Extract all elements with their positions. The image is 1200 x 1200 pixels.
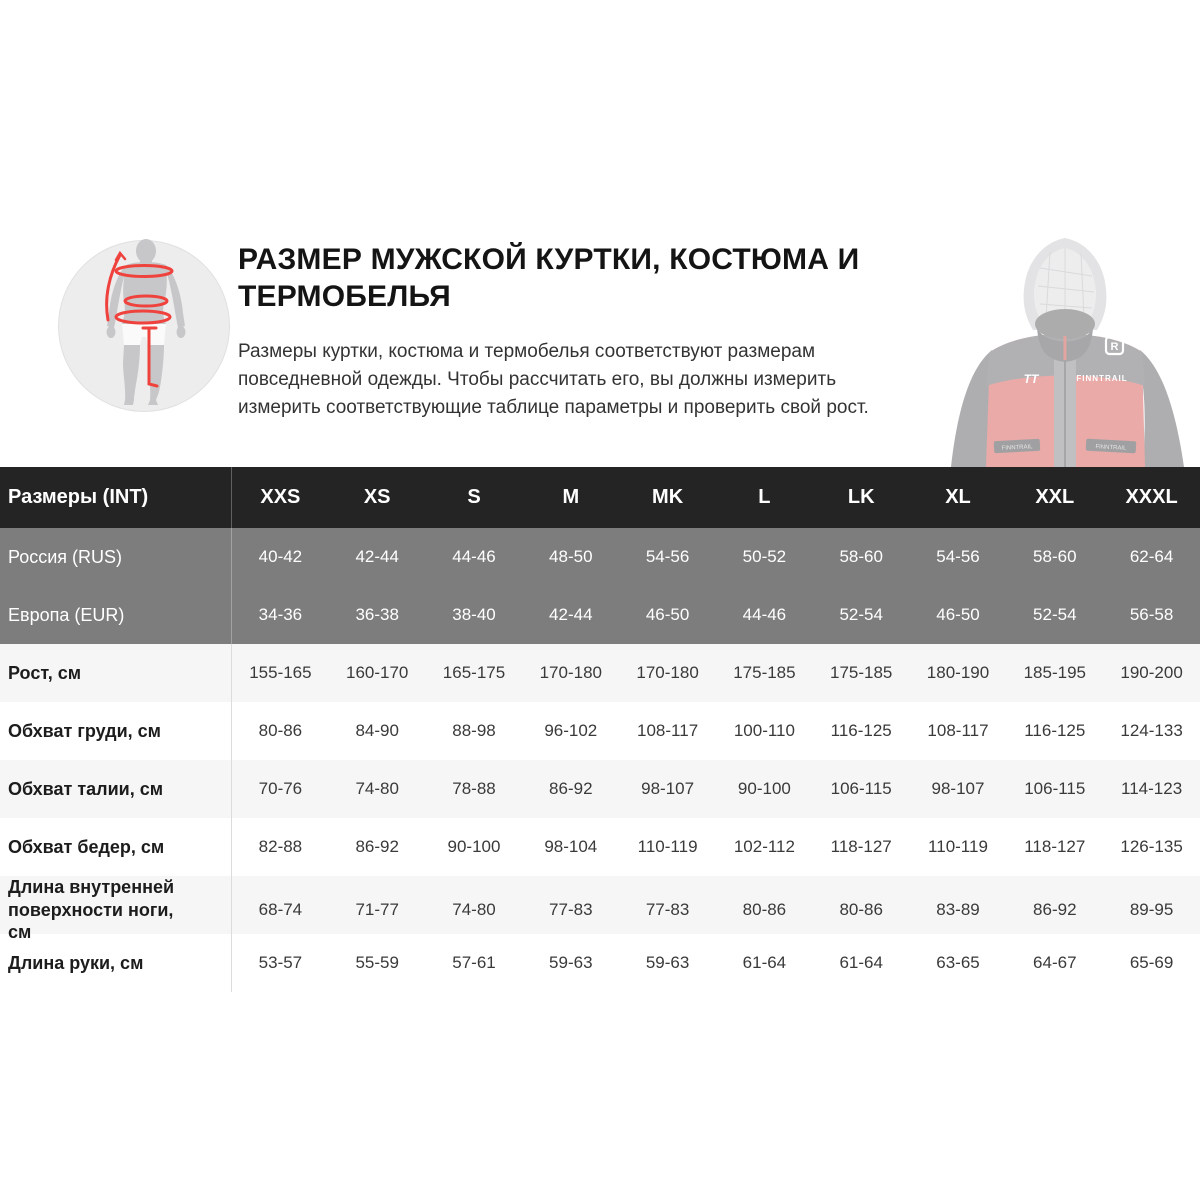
value-cell: 100-110	[733, 721, 795, 740]
value-cell: 108-117	[927, 721, 989, 740]
strap-text-right: FINNTRAIL	[1095, 444, 1127, 452]
value-cell: 42-44	[549, 605, 593, 624]
size-column-header: XL	[945, 486, 971, 508]
row-label-cell: Обхват бедер, см	[0, 818, 232, 876]
value-cell: 89-95	[1129, 899, 1174, 919]
value-cell: 80-86	[258, 721, 303, 740]
size-column-header: LK	[847, 486, 875, 508]
row-label-cell: Европа (EUR)	[0, 586, 232, 644]
value-cell: 77-83	[645, 899, 690, 919]
value-cell: 84-90	[355, 721, 399, 740]
value-cell: 74-80	[452, 899, 496, 919]
table-row	[0, 934, 1200, 992]
value-cell: 80-86	[839, 899, 883, 919]
value-cell: 175-185	[733, 663, 796, 682]
right-sleeve	[1140, 350, 1184, 467]
value-cell: 36-38	[355, 605, 399, 624]
value-cell: 106-115	[1024, 779, 1086, 798]
value-cell: 61-64	[742, 953, 787, 972]
value-cell: 114-123	[1121, 779, 1183, 798]
size-column-header: XS	[363, 486, 391, 508]
value-cell: 98-107	[641, 779, 695, 798]
value-cell: 78-88	[452, 779, 496, 798]
value-cell: 155-165	[249, 663, 312, 682]
body-measurement-icon	[56, 238, 232, 414]
value-cell: 102-112	[733, 837, 795, 856]
value-cell: 110-119	[928, 837, 988, 856]
size-table	[0, 467, 1200, 992]
value-cell: 59-63	[645, 953, 690, 972]
value-cell: 180-190	[926, 663, 990, 682]
table-row	[0, 702, 1200, 760]
value-cell: 70-76	[258, 779, 303, 798]
value-cell: 170-180	[636, 663, 699, 682]
value-cell: 118-127	[1024, 837, 1086, 856]
size-column-header: XXL	[1035, 486, 1075, 508]
value-cell: 46-50	[645, 605, 690, 624]
value-cell: 68-74	[258, 899, 303, 919]
table-header-row	[0, 467, 1200, 528]
row-label-cell: Обхват груди, см	[0, 702, 232, 760]
value-cell: 86-92	[549, 779, 593, 798]
size-column-header: XXS	[260, 486, 301, 508]
value-cell: 98-104	[544, 837, 598, 856]
hood-opening	[1035, 309, 1095, 339]
tt-chest-logo: TT	[1023, 372, 1039, 386]
header-label-cell: Размеры (INT)	[0, 467, 232, 528]
row-label-cell: Рост, см	[0, 644, 232, 702]
size-column-header: S	[467, 486, 481, 508]
value-cell: 55-59	[355, 953, 399, 972]
row-label-cell: Длина руки, см	[0, 934, 232, 992]
table-row	[0, 818, 1200, 876]
value-cell: 71-77	[355, 899, 399, 919]
value-cell: 62-64	[1129, 547, 1174, 566]
intro-section	[238, 241, 938, 422]
row-label-cell: Длина внутренней поверхности ноги, см	[0, 876, 232, 944]
r-logo-letter: R	[1110, 341, 1119, 353]
size-column-header: MK	[652, 486, 684, 508]
value-cell: 56-58	[1129, 605, 1174, 624]
value-cell: 54-56	[936, 547, 980, 566]
value-cell: 34-36	[258, 605, 303, 624]
value-cell: 74-80	[355, 779, 399, 798]
brand-text: FINNTRAIL	[1076, 374, 1128, 383]
table-row	[0, 876, 1200, 942]
value-cell: 90-100	[737, 779, 791, 798]
value-cell: 50-52	[742, 547, 787, 566]
value-cell: 40-42	[258, 547, 303, 566]
value-cell: 53-57	[258, 953, 303, 972]
value-cell: 38-40	[452, 605, 496, 624]
value-cell: 52-54	[839, 605, 883, 624]
value-cell: 108-117	[637, 721, 699, 740]
value-cell: 86-92	[355, 837, 399, 856]
value-cell: 106-115	[830, 779, 892, 798]
value-cell: 83-89	[936, 899, 980, 919]
measurement-diagram-svg	[56, 238, 232, 414]
value-cell: 96-102	[544, 721, 598, 740]
value-cell: 61-64	[839, 953, 883, 972]
page-description: Размеры куртки, костюма и термобелья соответствуют размерам повседневной одежды. Чтобы рассчитать его, вы должны измерить измерить соответствующие таблице параметры и проверить свой рост.	[238, 341, 869, 418]
value-cell: 90-100	[447, 837, 501, 856]
value-cell: 44-46	[452, 547, 496, 566]
size-column-header: L	[758, 486, 771, 508]
value-cell: 77-83	[549, 899, 593, 919]
value-cell: 48-50	[549, 547, 593, 566]
value-cell: 58-60	[839, 547, 883, 566]
value-cell: 63-65	[936, 953, 980, 972]
value-cell: 80-86	[742, 899, 787, 919]
value-cell: 160-170	[346, 663, 409, 682]
jacket-product-photo	[934, 224, 1200, 467]
value-cell: 88-98	[452, 721, 496, 740]
size-column-header: XXXL	[1125, 486, 1178, 508]
value-cell: 64-67	[1033, 953, 1077, 972]
value-cell: 118-127	[830, 837, 892, 856]
value-cell: 59-63	[549, 953, 593, 972]
page-title: РАЗМЕР МУЖСКОЙ КУРТКИ, КОСТЮМА И ТЕРМОБЕЛЬЯ	[238, 243, 860, 313]
value-cell: 116-125	[830, 721, 892, 740]
value-cell: 116-125	[1024, 721, 1086, 740]
value-cell: 58-60	[1033, 547, 1077, 566]
value-cell: 185-195	[1023, 663, 1086, 682]
value-cell: 57-61	[452, 953, 496, 972]
size-column-header: M	[562, 486, 580, 508]
value-cell: 54-56	[645, 547, 690, 566]
value-cell: 82-88	[258, 837, 303, 856]
table-row	[0, 644, 1200, 702]
value-cell: 165-175	[442, 663, 506, 682]
value-cell: 98-107	[931, 779, 985, 798]
value-cell: 110-119	[637, 837, 698, 856]
value-cell: 44-46	[742, 605, 787, 624]
table-row	[0, 586, 1200, 644]
value-cell: 170-180	[539, 663, 602, 682]
left-sleeve	[951, 350, 992, 467]
value-cell: 65-69	[1129, 953, 1174, 972]
row-label-cell: Обхват талии, см	[0, 760, 232, 818]
value-cell: 52-54	[1033, 605, 1077, 624]
value-cell: 126-135	[1120, 837, 1183, 856]
table-row	[0, 760, 1200, 818]
value-cell: 190-200	[1120, 663, 1183, 682]
value-cell: 124-133	[1120, 721, 1183, 740]
value-cell: 175-185	[830, 663, 893, 682]
row-label-cell: Россия (RUS)	[0, 528, 232, 586]
value-cell: 42-44	[355, 547, 399, 566]
strap-text-left: FINNTRAIL	[1001, 444, 1033, 452]
jacket-photo-svg	[934, 224, 1200, 467]
value-cell: 86-92	[1033, 899, 1077, 919]
table-row	[0, 528, 1200, 586]
value-cell: 46-50	[936, 605, 980, 624]
